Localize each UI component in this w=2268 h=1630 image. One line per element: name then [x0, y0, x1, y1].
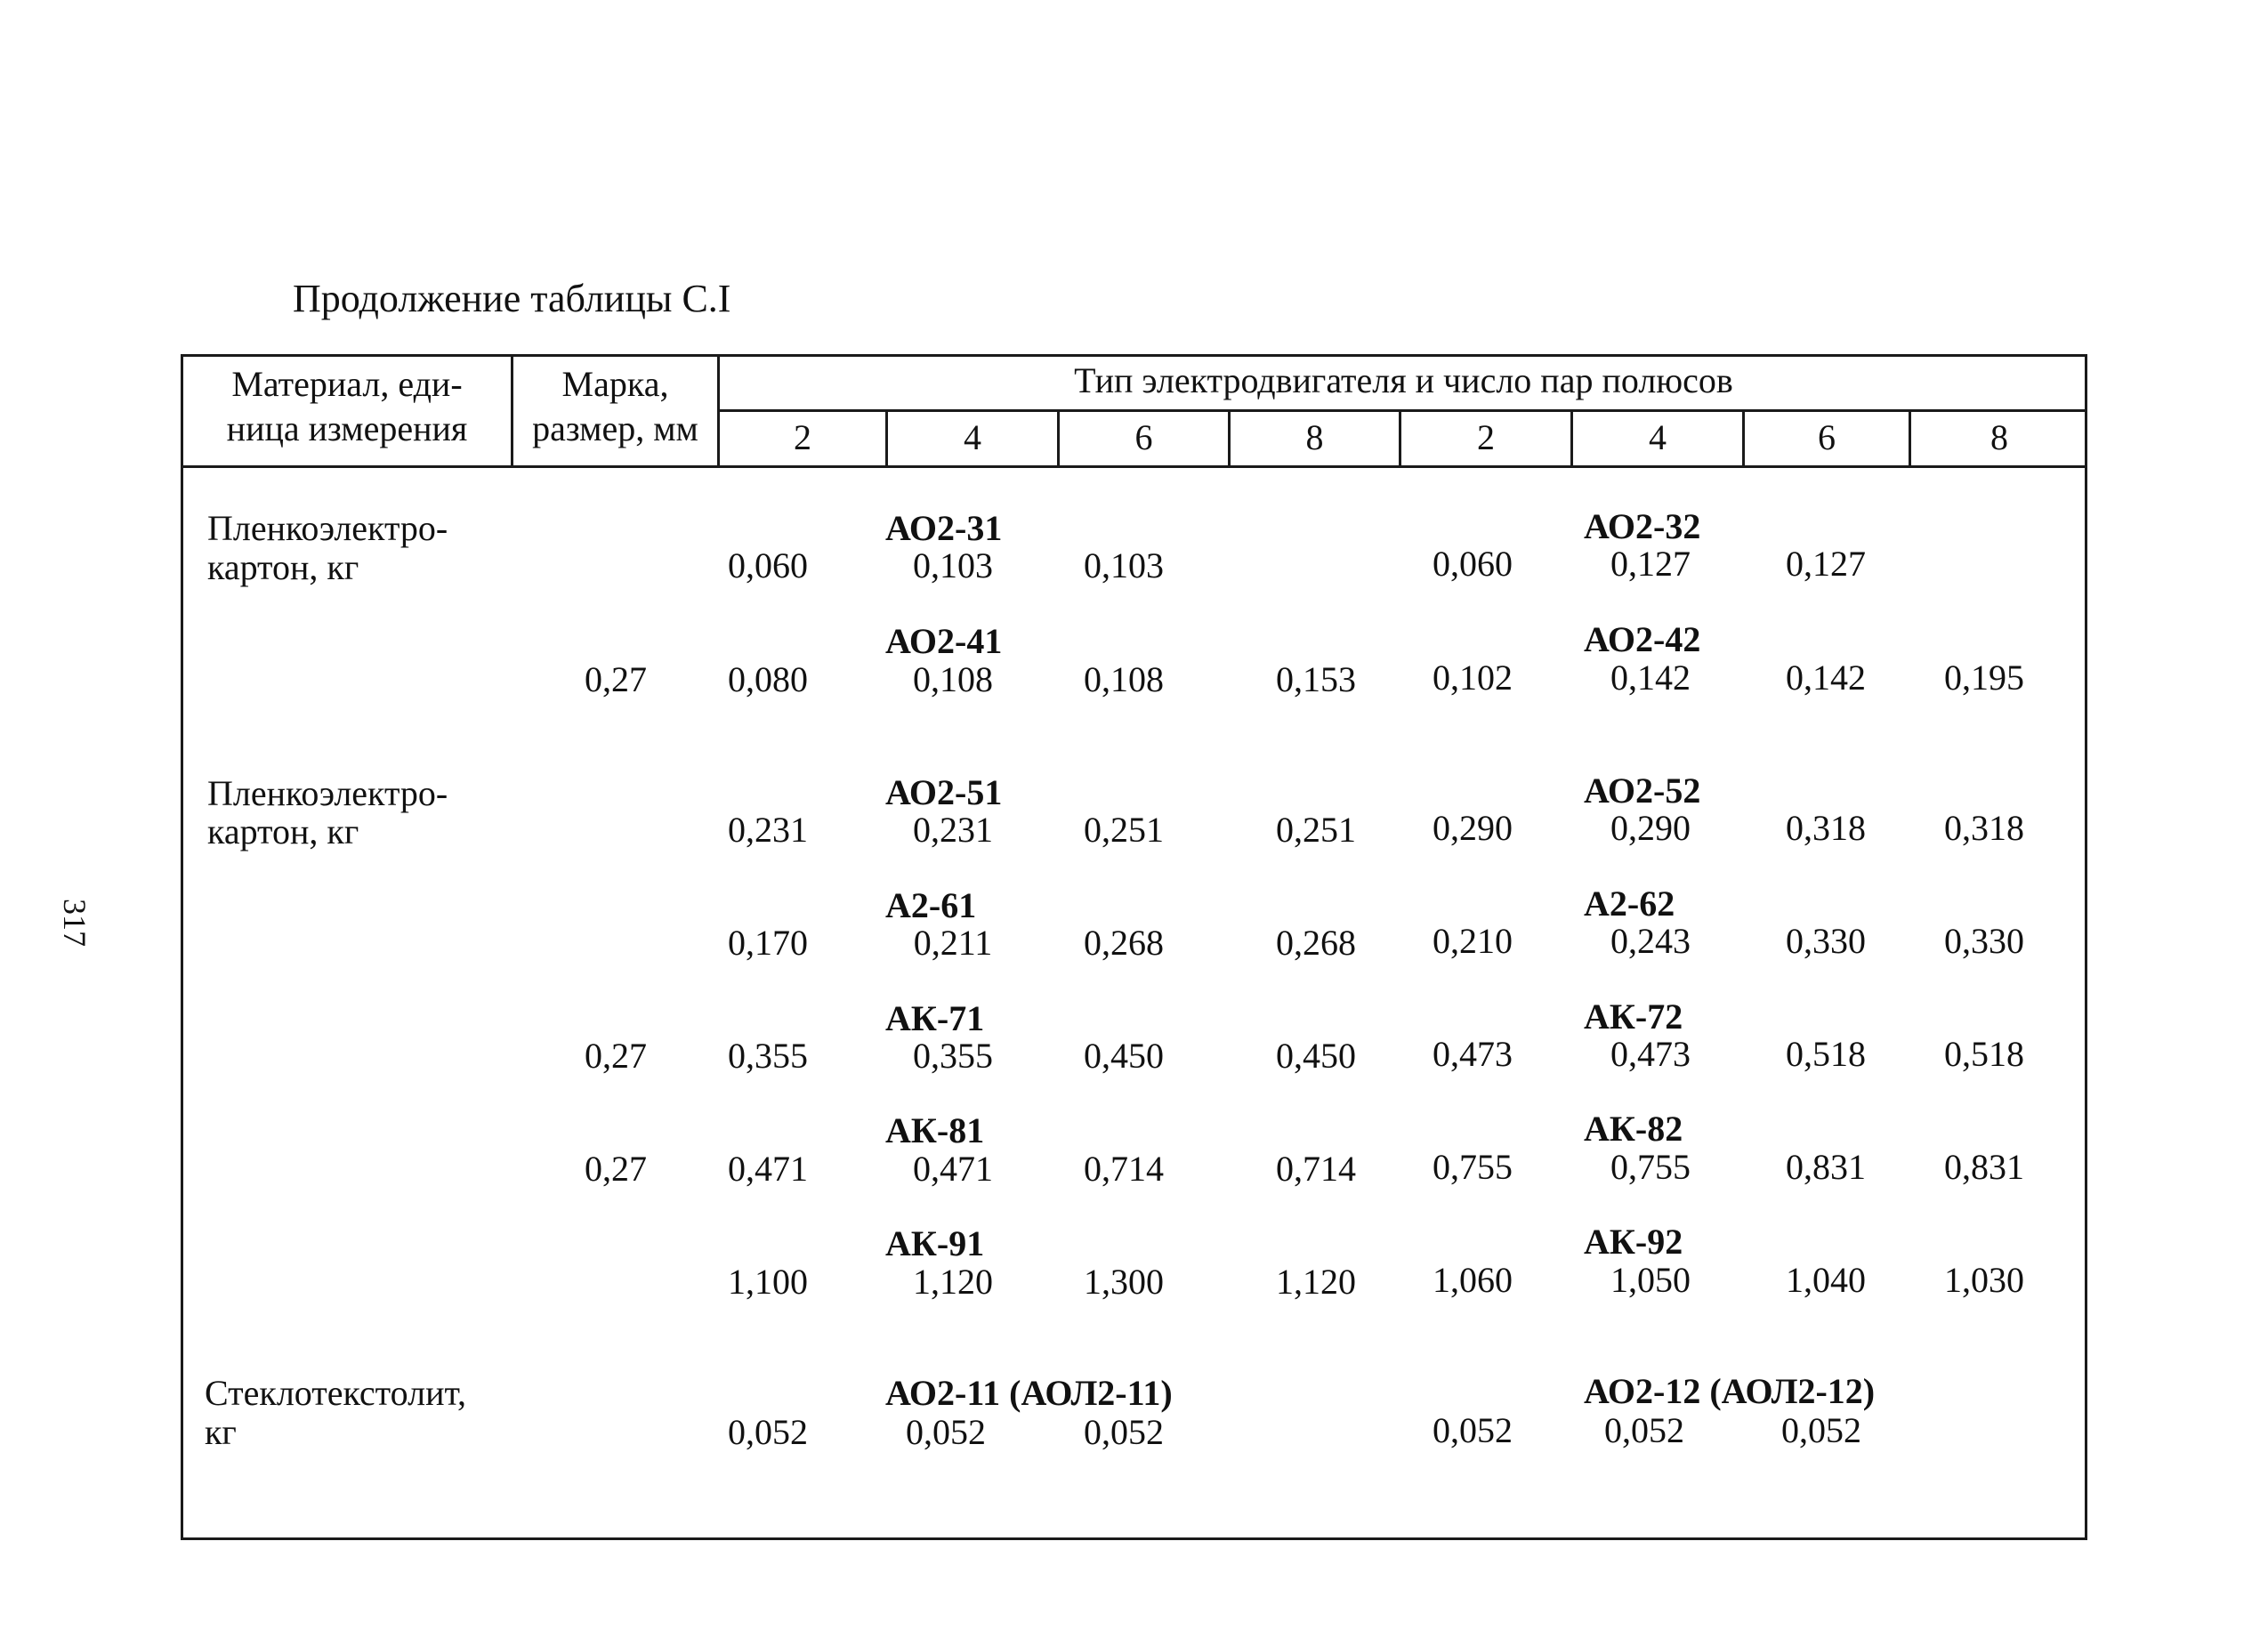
motor-model-right: А2-62 — [1584, 884, 1675, 924]
value-cell: 0,831 — [1944, 1147, 2024, 1187]
value-cell: 0,080 — [728, 659, 808, 699]
header-pole-count: 2 — [1477, 417, 1495, 457]
value-cell: 0,052 — [728, 1412, 808, 1452]
mark-value: 0,27 — [585, 1149, 647, 1189]
material-name-line1: Пленкоэлектро- — [207, 773, 448, 813]
value-cell: 0,052 — [1781, 1410, 1861, 1450]
value-cell: 0,714 — [1276, 1149, 1356, 1189]
value-cell: 0,103 — [913, 545, 993, 585]
header-pole-count: 6 — [1818, 417, 1836, 457]
motor-model-left: АО2-41 — [885, 621, 1003, 661]
header-pole-count: 8 — [1305, 417, 1324, 457]
material-name-line2: картон, кг — [207, 811, 359, 851]
value-cell: 0,243 — [1610, 921, 1691, 961]
table-caption: Продолжение таблицы С.I — [293, 277, 731, 320]
value-cell: 0,290 — [1433, 808, 1513, 848]
value-cell: 0,518 — [1944, 1034, 2024, 1074]
motor-model-left: АК-91 — [885, 1223, 985, 1263]
header-pole-count: 2 — [794, 417, 811, 457]
value-cell: 0,251 — [1276, 810, 1356, 850]
motor-model-right: АО2-52 — [1584, 771, 1701, 811]
value-cell: 0,231 — [728, 810, 808, 850]
value-cell: 1,300 — [1084, 1262, 1164, 1302]
value-cell: 0,290 — [1610, 808, 1691, 848]
value-cell: 0,142 — [1786, 658, 1866, 698]
value-cell: 0,052 — [1084, 1412, 1164, 1452]
value-cell: 0,330 — [1944, 921, 2024, 961]
value-cell: 0,052 — [1433, 1410, 1513, 1450]
header-rule-middle — [717, 409, 2087, 412]
motor-model-left: АК-81 — [885, 1110, 985, 1150]
value-cell: 0,108 — [1084, 659, 1164, 699]
value-cell: 0,518 — [1786, 1034, 1866, 1074]
value-cell: 0,127 — [1786, 544, 1866, 584]
material-name-line1: Стеклотекстолит, — [205, 1373, 466, 1413]
value-cell: 0,831 — [1786, 1147, 1866, 1187]
value-cell: 0,153 — [1276, 659, 1356, 699]
header-mark-line2: размер, мм — [532, 408, 698, 448]
value-cell: 0,210 — [1433, 921, 1513, 961]
header-mark-line1: Марка, — [561, 364, 669, 404]
value-cell: 0,060 — [1433, 544, 1513, 584]
value-cell: 0,714 — [1084, 1149, 1164, 1189]
header-material-line2: ница измерения — [226, 408, 468, 448]
motor-model-right: АК-92 — [1584, 1222, 1683, 1262]
value-cell: 0,450 — [1276, 1036, 1356, 1076]
value-cell: 1,120 — [1276, 1262, 1356, 1302]
value-cell: 1,060 — [1433, 1260, 1513, 1300]
value-cell: 0,195 — [1944, 658, 2024, 698]
header-pole-count: 6 — [1134, 417, 1153, 457]
header-pole-count: 4 — [964, 417, 981, 457]
value-cell: 0,268 — [1084, 923, 1164, 963]
value-cell: 0,268 — [1276, 923, 1356, 963]
motor-model-left: АО2-31 — [885, 508, 1003, 548]
value-cell: 0,473 — [1610, 1034, 1691, 1074]
motor-model-left: А2-61 — [885, 885, 977, 925]
value-cell: 0,471 — [728, 1149, 808, 1189]
motor-model-right: АК-82 — [1584, 1109, 1683, 1149]
value-cell: 0,330 — [1786, 921, 1866, 961]
material-name-line2: картон, кг — [207, 547, 359, 587]
motor-model-right: АО2-42 — [1584, 619, 1701, 659]
motor-model-right: АО2-32 — [1584, 506, 1701, 546]
value-cell: 0,473 — [1433, 1034, 1513, 1074]
header-motor-type: Тип электродвигателя и число пар полюсов — [1074, 360, 1733, 400]
value-cell: 0,450 — [1084, 1036, 1164, 1076]
material-name-line1: Пленкоэлектро- — [207, 508, 448, 548]
motor-model-right: АО2-12 (АОЛ2-12) — [1584, 1371, 1876, 1411]
value-cell: 0,127 — [1610, 544, 1691, 584]
material-name-line2: кг — [205, 1412, 237, 1452]
motor-model-left: АК-71 — [885, 998, 985, 1038]
value-cell: 1,030 — [1944, 1260, 2024, 1300]
header-pole-count: 4 — [1649, 417, 1667, 457]
value-cell: 1,100 — [728, 1262, 808, 1302]
value-cell: 0,102 — [1433, 658, 1513, 698]
value-cell: 0,755 — [1610, 1147, 1691, 1187]
value-cell: 0,231 — [913, 810, 993, 850]
value-cell: 0,355 — [728, 1036, 808, 1076]
value-cell: 0,103 — [1084, 545, 1164, 585]
value-cell: 0,211 — [913, 923, 993, 963]
value-cell: 1,050 — [1610, 1260, 1691, 1300]
value-cell: 0,060 — [728, 545, 808, 585]
value-cell: 0,318 — [1944, 808, 2024, 848]
value-cell: 1,040 — [1786, 1260, 1866, 1300]
value-cell: 0,318 — [1786, 808, 1866, 848]
value-cell: 0,108 — [913, 659, 993, 699]
motor-model-left: АО2-11 (АОЛ2-11) — [885, 1373, 1173, 1413]
value-cell: 0,170 — [728, 923, 808, 963]
value-cell: 0,142 — [1610, 658, 1691, 698]
value-cell: 0,251 — [1084, 810, 1164, 850]
header-pole-count: 8 — [1990, 417, 2008, 457]
value-cell: 0,471 — [913, 1149, 993, 1189]
value-cell: 0,755 — [1433, 1147, 1513, 1187]
motor-model-right: АК-72 — [1584, 997, 1683, 1037]
mark-value: 0,27 — [585, 659, 647, 699]
header-rule-bottom — [181, 465, 2087, 468]
value-cell: 0,052 — [1604, 1410, 1684, 1450]
value-cell: 0,355 — [913, 1036, 993, 1076]
header-material-line1: Материал, еди- — [231, 364, 463, 404]
value-cell: 1,120 — [913, 1262, 993, 1302]
mark-value: 0,27 — [585, 1036, 647, 1076]
value-cell: 0,052 — [906, 1412, 986, 1452]
motor-model-left: АО2-51 — [885, 772, 1003, 812]
page-number: 317 — [57, 899, 93, 947]
